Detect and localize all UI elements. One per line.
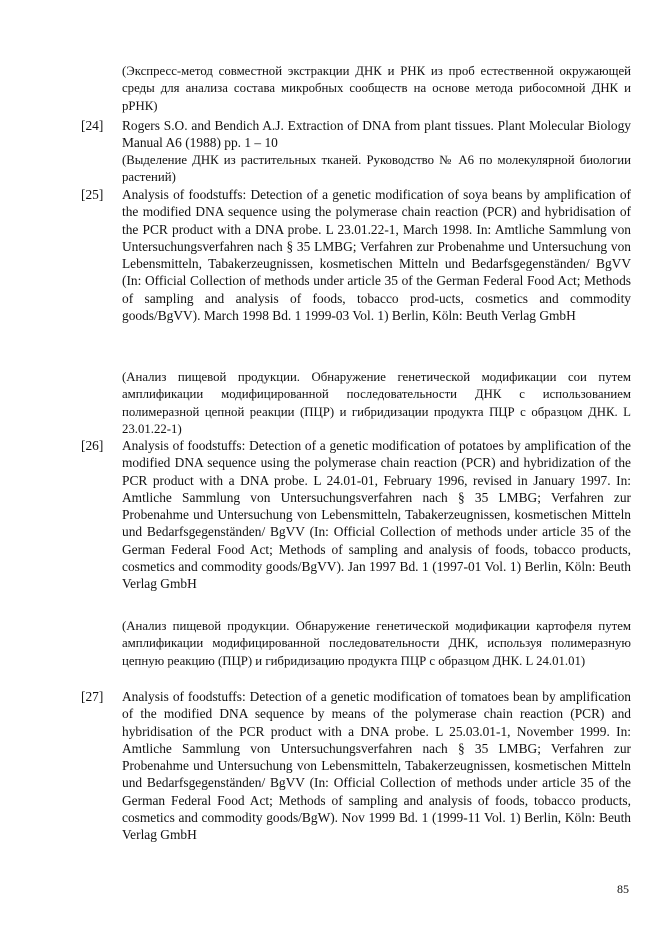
reference-citation: Analysis of foodstuffs: Detection of a genetic modification of soya beans by amplification of the modified DNA sequence using the polymerase chain reaction (PCR) and hybridisation of the PCR product with a DNA probe. L 23.01.22-1, March 1998. In: Amtliche Sammlung von Untersuchungsverfahren nach § 35 LMBG; Verfahren zur Probenahme und Untersuchung von Lebensmitteln, Tabakerzeugnissen, kosmetischen Mitteln und Bedarfsgegenständen/ BgVV (In: Official Collection of methods under article 35 of the German Federal Food Act; Methods of sampling and analysis of foods, tobacco prod-ucts, cosmetics and commodity goods/BgVV). March 1998 Bd. 1 1999-03 Vol. 1) Berlin, Köln: Beuth Verlag GmbH [122, 187, 631, 324]
reference-number: [26] [81, 438, 104, 453]
reference-number: [24] [81, 118, 104, 133]
reference-translation: (Анализ пищевой продукции. Обнаружение генетической модификации сои путем амплификации модифицированной последовательности ДНК с использованием полимеразной цепной реакции (ПЦР) и гибридизации продукта ПЦР с образцом ДНК. L 23.01.22-1) [122, 370, 631, 436]
reference-body [122, 186, 631, 438]
reference-citation: Rogers S.O. and Bendich A.J. Extraction of DNA from plant tissues. Plant Molecular Biology Manual A6 (1988) pp. 1 – 10 [122, 118, 631, 151]
page-number: 85 [617, 882, 629, 896]
reference-citation: Analysis of foodstuffs: Detection of a genetic modification of potatoes by amplification of the modified DNA sequence using the polymerase chain reaction (PCR) and hybridization of the PCR product with a DNA probe. L 24.01-01, February 1996, revised in January 1997. In: Amtliche Sammlung von Untersuchungsverfahren nach § 35 LMBG; Verfahren zur Probenahme und Untersuchung von Lebensmitteln, Tabakerzeugnissen, kosmetischen Mitteln und Bedarfsgegenständen/ BgVV (In: Official Collection of methods under article 35 of the German Federal Food Act; Methods of sampling and analysis of foods, tobacco products, cosmetics and commodity goods/BgVV). Jan 1997 Bd. 1 (1997-01 Vol. 1) Berlin, Köln: Beuth Verlag GmbH [122, 438, 631, 592]
reference-body [122, 688, 631, 871]
reference-citation: Analysis of foodstuffs: Detection of a genetic modification of tomatoes bean by amplification of the modified DNA sequence by means of the polymerase chain reaction (PCR) and hybridisation of the PCR product with a DNA probe. L 25.03.01-1, November 1999. In: Amtliche Sammlung von Untersuchungsverfahren nach § 35 LMBG; Verfahren zur Probenahme und Untersuchung von Lebensmitteln, Tabakerzeugnissen, kosmetischen Mitteln und Bedarfsgegenständen/ BgVV (In: Official Collection of methods under article 35 of the German Federal Food Act; Methods of sampling and analysis of foods, tobacco products, cosmetics and commodity goods/BgW). Nov 1999 Bd. 1 (1999-11 Vol. 1) Berlin, Köln: Beuth Verlag GmbH [122, 689, 631, 843]
reference-body [122, 437, 631, 687]
reference-body [122, 63, 631, 115]
reference-body [122, 117, 631, 187]
reference-number: [25] [81, 187, 104, 202]
reference-translation: (Выделение ДНК из растительных тканей. Руководство № А6 по молекулярной биологии растений) [122, 153, 631, 185]
reference-number: [27] [81, 689, 104, 704]
reference-translation: (Анализ пищевой продукции. Обнаружение генетической модификации картофеля путем амплификации модифицированной последовательности ДНК, используя полимеразную цепную реакцию (ПЦР) и гибридизацию продукта ПЦР с образцом ДНК. L 24.01.01) [122, 619, 631, 668]
reference-translation: (Экспресс-метод совместной экстракции ДНК и РНК из проб естественной окружающей среды для анализа состава микробных сообществ на основе метода рибосомной ДНК и рРНК) [122, 64, 631, 113]
